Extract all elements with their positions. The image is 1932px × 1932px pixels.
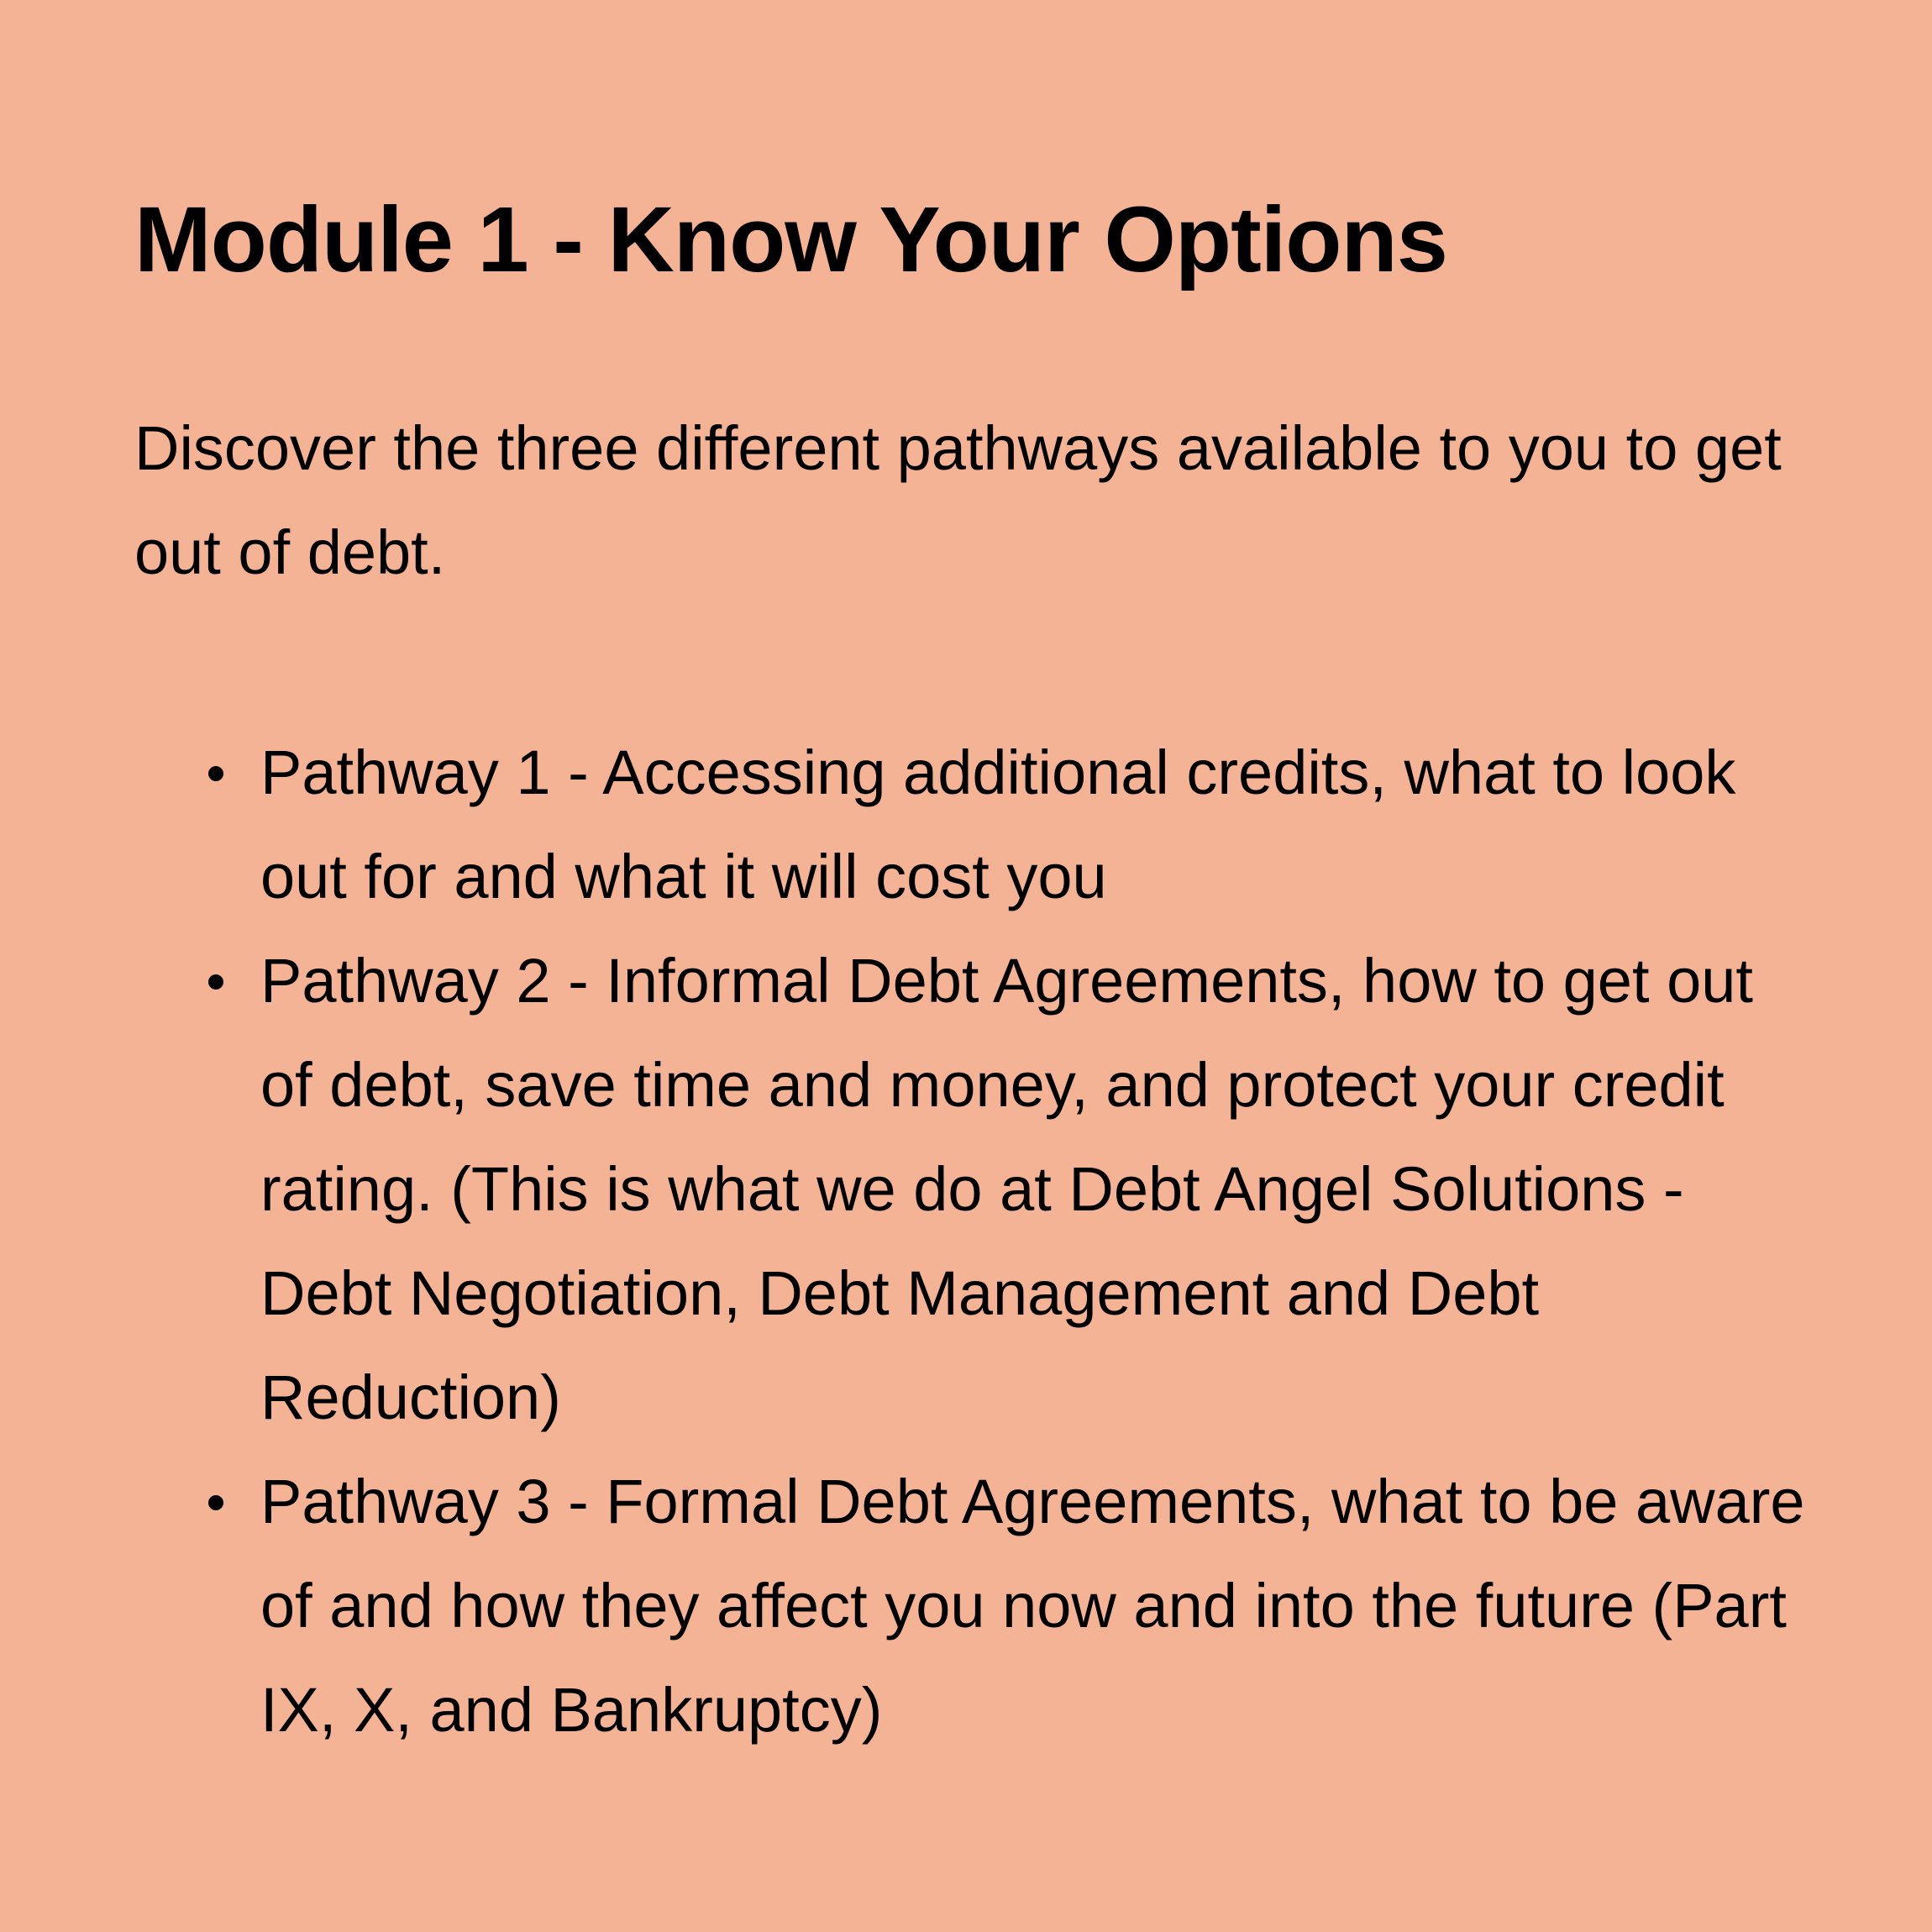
pathway-item (134, 1450, 1814, 1762)
module-intro: Discover the three different pathways available to you to get out of debt. (134, 413, 1782, 587)
pathway-text: Pathway 3 - Formal Debt Agreements, what to be aware of and how they affect you now and into the future (Part IX, X, and Bankruptcy) (260, 1467, 1805, 1745)
pathway-text: Pathway 2 - Informal Debt Agreements, how to get out of debt, save time and money, and protect your credit rating. (This is what we do at Debt Angel Solutions -Debt Negotiation, Debt Management and Debt Reduction) (260, 946, 1753, 1432)
pathway-text: Pathway 1 - Accessing additional credits, what to look out for and what it will cost you (260, 738, 1736, 911)
pathway-list (134, 721, 1814, 1762)
pathway-item (134, 929, 1814, 1450)
module-title: Module 1 - Know Your Options (134, 188, 1447, 291)
pathway-item (134, 721, 1814, 929)
